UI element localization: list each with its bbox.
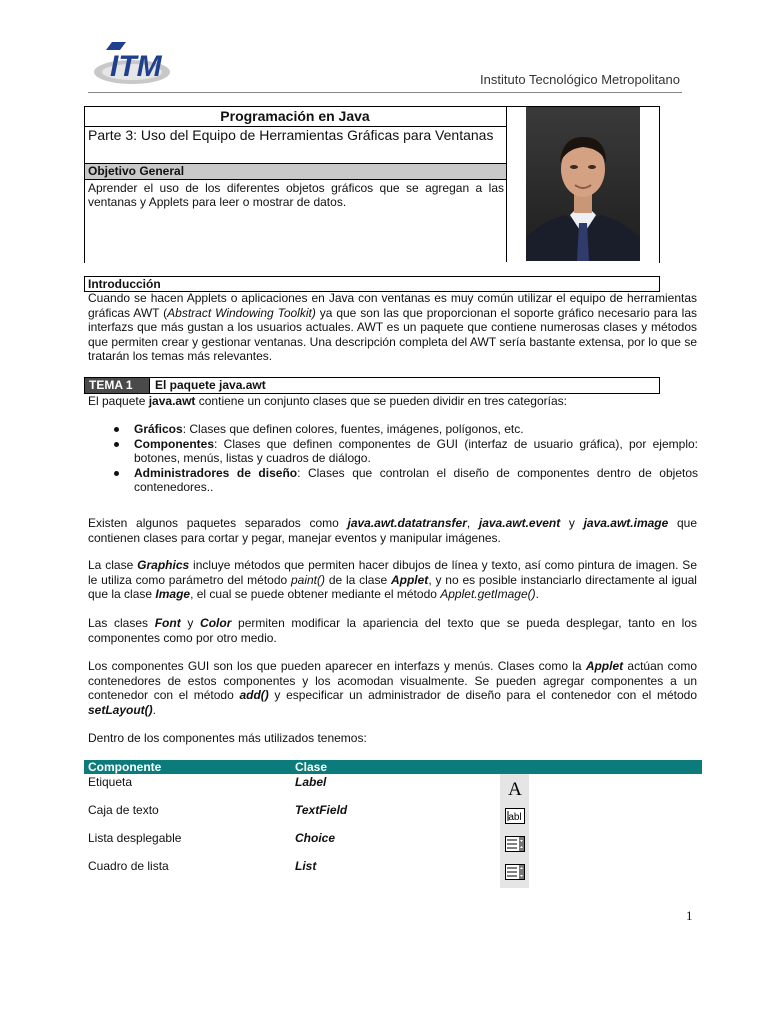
intro-paragraph: Cuando se hacen Applets o aplicaciones en Java con ventanas es muy común utilizar el equipo de herramientas gráficas AWT (Abstract Windowing Toolkit) ya que son las que proporcionan el soporte gráfico necesario para las interfazs que más gustan a los usuarios actuales. AWT es un paquete que contiene numerosas clases y métodos que permiten crear y gestionar ventanas. Una descripción completa del AWT sería bastante extensa, por lo que se tratarán los temas más relevantes.: [88, 291, 697, 364]
institute-name: Instituto Tecnológico Metropolitano: [480, 72, 680, 87]
svg-text:A: A: [508, 779, 522, 798]
intro-bar: [84, 276, 660, 292]
table-header: [84, 760, 702, 774]
table-cell-component: Lista desplegable: [88, 831, 182, 845]
logo-text: ITM: [110, 50, 162, 83]
category-list: [112, 422, 698, 495]
course-part: Parte 3: Uso del Equipo de Herramientas Gráficas para Ventanas: [88, 127, 494, 143]
table-cell-class: Choice: [295, 831, 336, 845]
table-cell-component: Cuadro de lista: [88, 859, 169, 873]
page-number: 1: [686, 908, 693, 923]
itm-logo: [92, 38, 188, 88]
table-cell-class: List: [295, 859, 317, 873]
list-icon: [505, 864, 525, 885]
bullet-icon: [114, 471, 119, 476]
table-cell-component: Caja de texto: [88, 803, 159, 817]
tema-intro-paragraph: El paquete java.awt contiene un conjunto clases que se pueden dividir en tres categorías:: [88, 394, 567, 408]
gui-paragraph: Los componentes GUI son los que pueden aparecer en interfazs y menús. Clases como la Applet actúan como contenedores de estos componentes y los acomodan visualmente. Se pueden agregar componentes a un contenedor con el método add() y especificar un administrador de diseño para el contenedor con el método setLayout().: [88, 659, 698, 717]
graphics-paragraph: La clase Graphics incluye métodos que permiten hacer dibujos de línea y texto, así como pintura de imagen. Se le utiliza como parámetro del método paint() de la clase Applet, y no es posible instanciarlo directamente al igual que la clase Image, el cual se puede obtener mediante el método Applet.getImage().: [88, 558, 697, 602]
svg-text:abl: abl: [508, 812, 522, 823]
label-icon: [505, 778, 525, 803]
table-cell-class: Label: [295, 775, 327, 789]
objective-label: Objetivo General: [88, 164, 185, 178]
tema-number-badge: TEMA 1: [85, 378, 149, 393]
tema-title: El paquete java.awt: [155, 378, 266, 392]
table-cell-component: Etiqueta: [88, 775, 133, 789]
textfield-icon: [505, 808, 525, 829]
objective-text: Aprender el uso de los diferentes objetos gráficos que se agregan a las ventanas y Applets para leer o mostrar de datos.: [88, 181, 504, 209]
table-header-component: Componente: [88, 760, 162, 774]
course-title: Programación en Java: [84, 106, 507, 127]
font-color-paragraph: Las clases Font y Color permiten modificar la apariencia del texto que se pueda desplegar, tanto en los componentes como por otro medio.: [88, 616, 697, 645]
bullet-icon: [114, 442, 119, 447]
tema-separator: [149, 378, 150, 393]
table-header-class: Clase: [295, 760, 328, 774]
list-item: Gráficos: Clases que definen colores, fuentes, imágenes, polígonos, etc.: [112, 422, 698, 437]
list-item: Componentes: Clases que definen componentes de GUI (interfaz de usuario gráfica), por ejemplo: botones, menús, listas y cuadros de diálogo.: [112, 437, 698, 466]
list-item: Administradores de diseño: Clases que controlan el diseño de componentes dentro de objetos contenedores..: [112, 466, 698, 495]
header-divider: [88, 92, 682, 93]
photo-divider: [506, 106, 507, 262]
intro-heading: Introducción: [88, 277, 161, 291]
packages-paragraph: Existen algunos paquetes separados como java.awt.datatransfer, java.awt.event y java.awt.image que contienen clases para cortar y pegar, manejar eventos y manipular imágenes.: [88, 516, 697, 545]
bullet-icon: [114, 427, 119, 432]
components-intro: Dentro de los componentes más utilizados tenemos:: [88, 731, 367, 745]
choice-icon: [505, 836, 525, 857]
author-photo: [526, 107, 640, 261]
table-cell-class: TextField: [295, 803, 348, 817]
